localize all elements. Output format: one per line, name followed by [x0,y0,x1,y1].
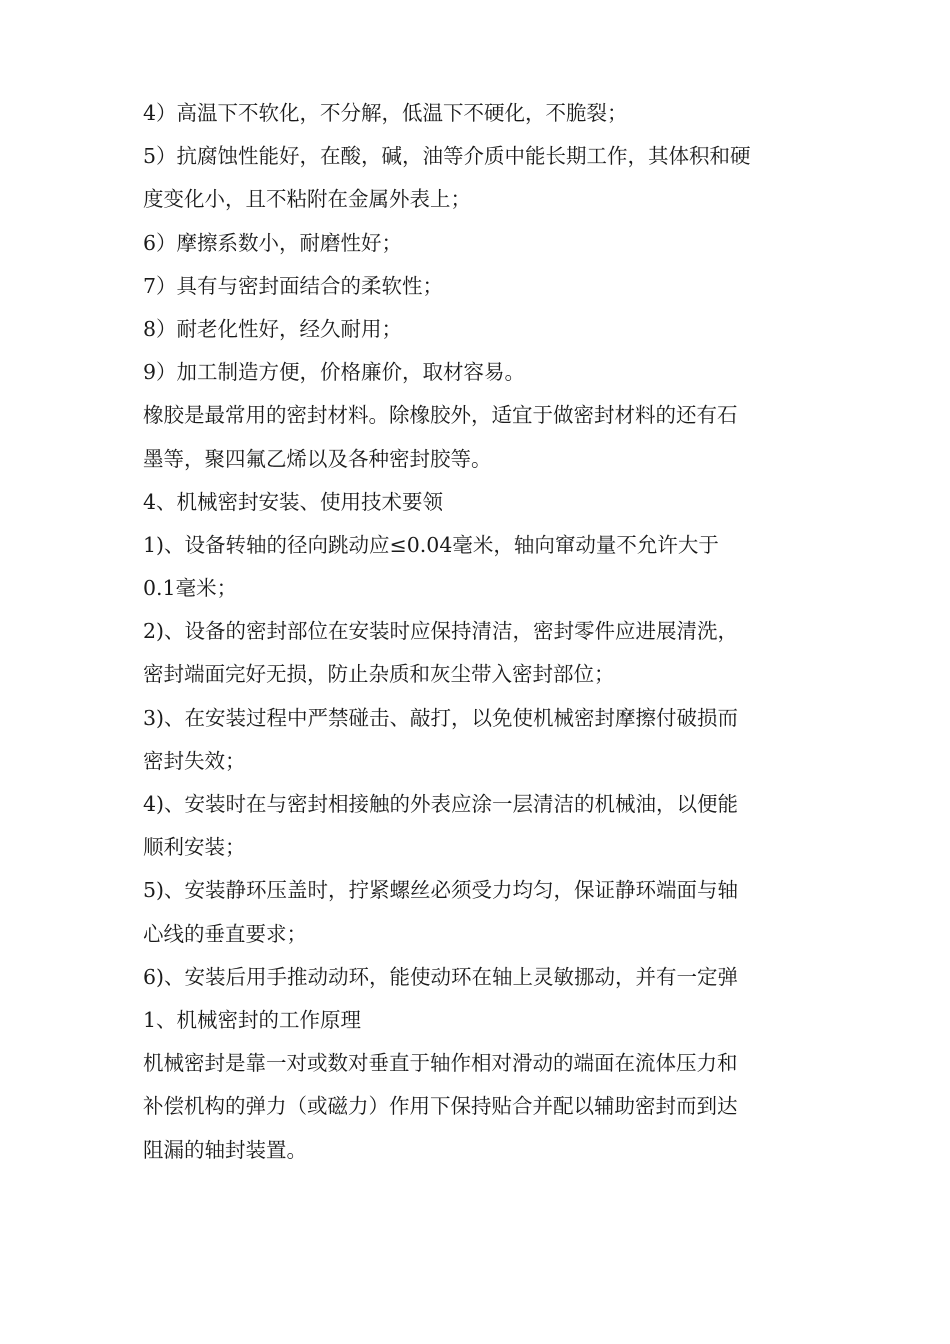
document-body [143,92,813,1172]
text-line-principle-cont: 补偿机构的弹力（或磁力）作用下保持贴合并配以辅助密封而到达 [143,1094,738,1119]
text-line-install-3: 3)、在安装过程中严禁碰击、敲打，以免使机械密封摩擦付破损而 [143,705,739,730]
text-line-install-4: 4)、安装时在与密封相接触的外表应涂一层清洁的机械油，以便能 [143,792,739,816]
text-line-install-2-cont: 密封端面完好无损，防止杂质和灰尘带入密封部位； [143,662,615,687]
text-line-requirement-8: 8）耐老化性好，经久耐用； [143,316,403,341]
section-heading-principle: 1、机械密封的工作原理 [143,1007,362,1032]
text-line-requirement-7: 7）具有与密封面结合的柔软性； [143,273,444,298]
text-line-install-2: 2)、设备的密封部位在安装时应保持清洁，密封零件应进展清洗， [143,619,739,644]
text-line-install-3-cont: 密封失效； [143,748,246,773]
text-line-install-5: 5)、安装静环压盖时，拧紧螺丝必须受力均匀，保证静环端面与轴 [143,878,739,903]
text-line-materials: 橡胶是最常用的密封材料。除橡胶外，适宜于做密封材料的还有石 [143,403,738,428]
text-line-install-6: 6)、安装后用手推动动环，能使动环在轴上灵敏挪动，并有一定弹 [143,964,739,989]
text-line-requirement-4: 4）高温下不软化，不分解，低温下不硬化，不脆裂； [143,101,628,125]
section-heading-installation: 4、机械密封安装、使用技术要领 [143,489,444,514]
text-line-requirement-5-cont: 度变化小，且不粘附在金属外表上； [143,187,471,212]
text-line-install-4-cont: 顺利安装； [143,835,246,860]
text-line-install-1-cont: 0.1毫米； [143,576,238,601]
text-line-materials-cont: 墨等，聚四氟乙烯以及各种密封胶等。 [143,446,492,471]
text-line-requirement-9: 9）加工制造方便，价格廉价，取材容易。 [143,360,526,385]
text-line-install-5-cont: 心线的垂直要求； [143,921,307,946]
text-line-requirement-6: 6）摩擦系数小，耐磨性好； [143,230,403,255]
text-line-principle: 机械密封是靠一对或数对垂直于轴作相对滑动的端面在流体压力和 [143,1051,738,1076]
text-line-principle-end: 阻漏的轴封装置。 [143,1137,307,1162]
text-line-requirement-5: 5）抗腐蚀性能好，在酸，碱，油等介质中能长期工作，其体积和硬 [143,144,751,169]
text-line-install-1: 1)、设备转轴的径向跳动应≤0.04毫米，轴向窜动量不允许大于 [143,532,719,557]
